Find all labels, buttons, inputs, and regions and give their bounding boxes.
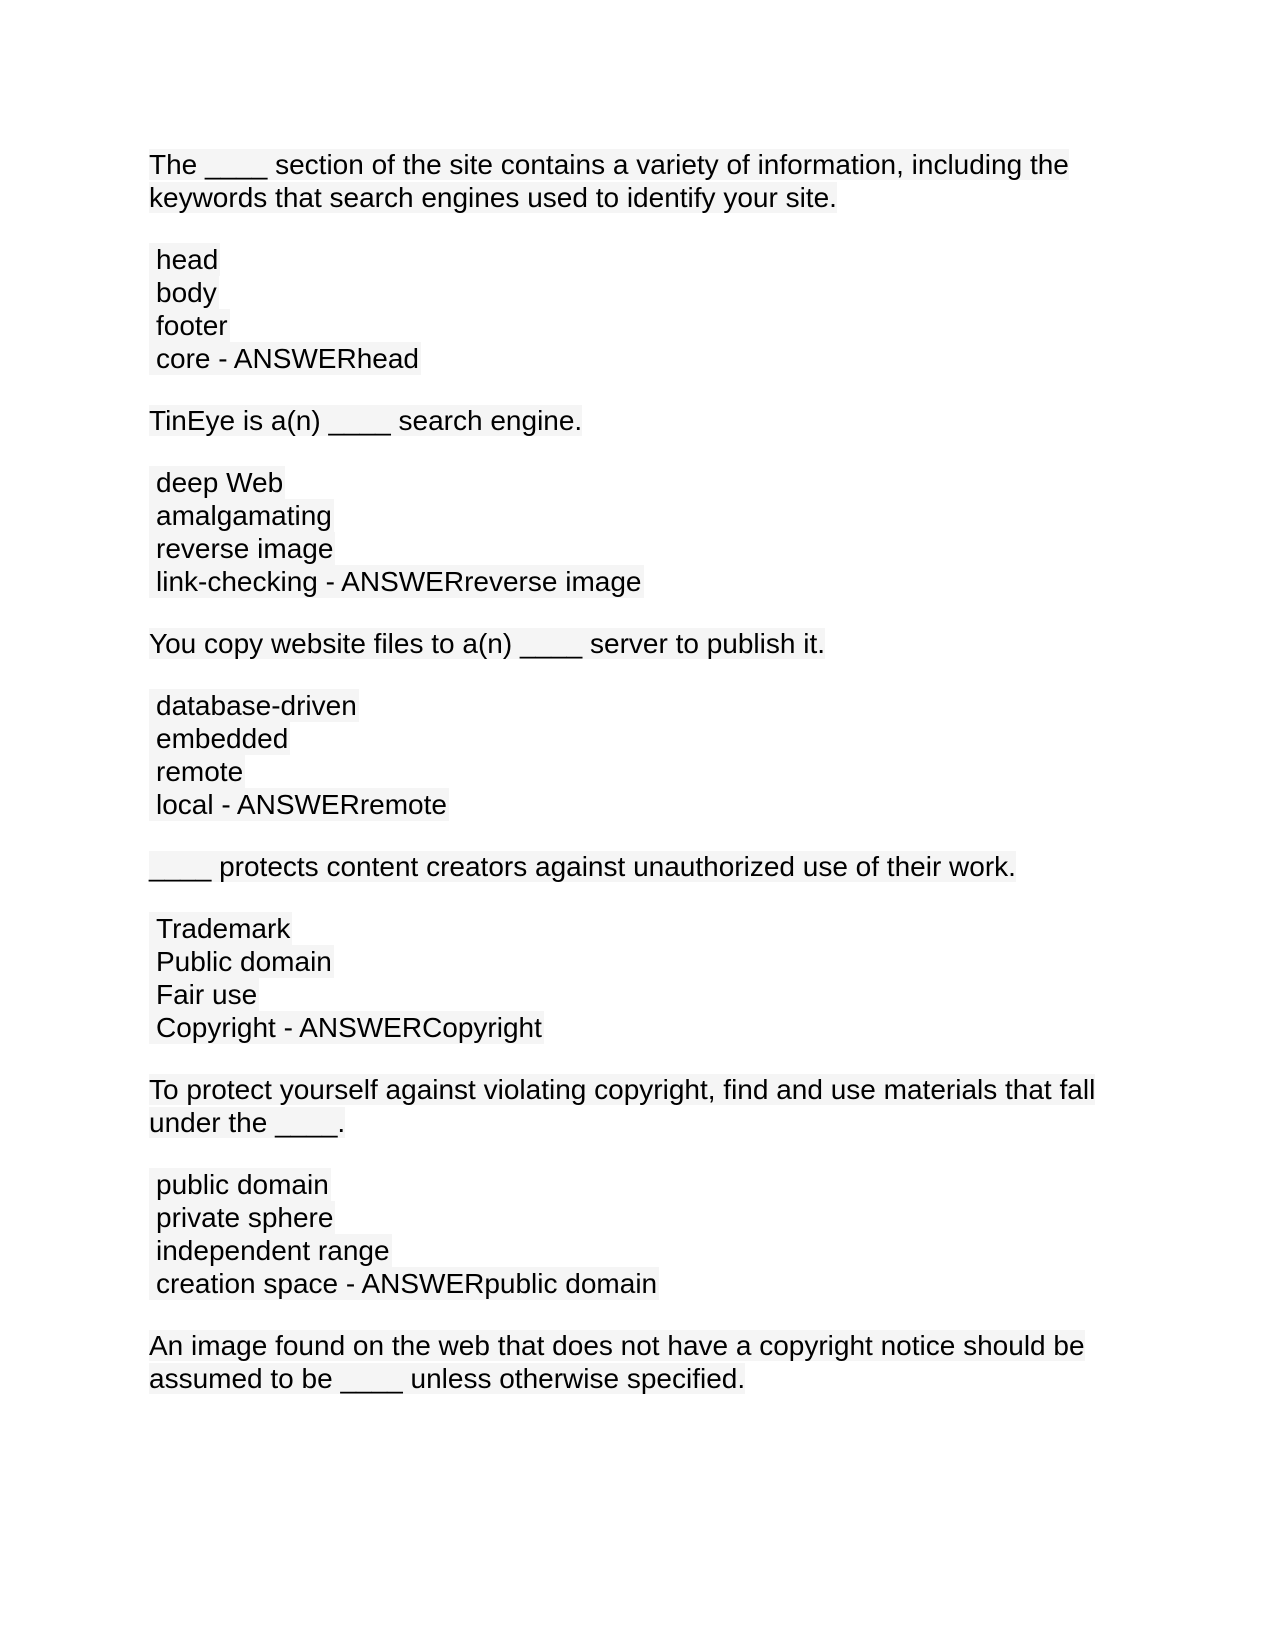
answer-options <box>149 912 1129 1044</box>
question-block <box>149 148 1129 375</box>
option-item: deep Web <box>149 466 1129 499</box>
document-page <box>149 148 1129 1395</box>
option-item: remote <box>149 755 1129 788</box>
option-item: local - ANSWERremote <box>149 788 1129 821</box>
option-item: Copyright - ANSWERCopyright <box>149 1011 1129 1044</box>
option-item: public domain <box>149 1168 1129 1201</box>
answer-options <box>149 1168 1129 1300</box>
option-item: private sphere <box>149 1201 1129 1234</box>
option-item: creation space - ANSWERpublic domain <box>149 1267 1129 1300</box>
option-item: head <box>149 243 1129 276</box>
option-item: Trademark <box>149 912 1129 945</box>
option-item: embedded <box>149 722 1129 755</box>
question-text: ____ protects content creators against unauthorized use of their work. <box>149 851 1016 882</box>
question-text: TinEye is a(n) ____ search engine. <box>149 405 583 436</box>
option-item: Fair use <box>149 978 1129 1011</box>
answer-options <box>149 466 1129 598</box>
question-text: The ____ section of the site contains a variety of information, including the keywords that search engines used to identify your site. <box>149 149 1069 213</box>
question-text: An image found on the web that does not have a copyright notice should be assumed to be ____ unless otherwise specified. <box>149 1330 1085 1394</box>
question-block <box>149 627 1129 821</box>
answer-options <box>149 689 1129 821</box>
option-item: reverse image <box>149 532 1129 565</box>
question-block <box>149 404 1129 598</box>
question-block <box>149 1329 1129 1395</box>
question-block <box>149 850 1129 1044</box>
option-item: body <box>149 276 1129 309</box>
option-item: database-driven <box>149 689 1129 722</box>
option-item: footer <box>149 309 1129 342</box>
option-item: Public domain <box>149 945 1129 978</box>
question-block <box>149 1073 1129 1300</box>
option-item: core - ANSWERhead <box>149 342 1129 375</box>
option-item: amalgamating <box>149 499 1129 532</box>
question-text: You copy website files to a(n) ____ server to publish it. <box>149 628 826 659</box>
option-item: independent range <box>149 1234 1129 1267</box>
option-item: link-checking - ANSWERreverse image <box>149 565 1129 598</box>
question-text: To protect yourself against violating copyright, find and use materials that fall under the ____. <box>149 1074 1096 1138</box>
answer-options <box>149 243 1129 375</box>
